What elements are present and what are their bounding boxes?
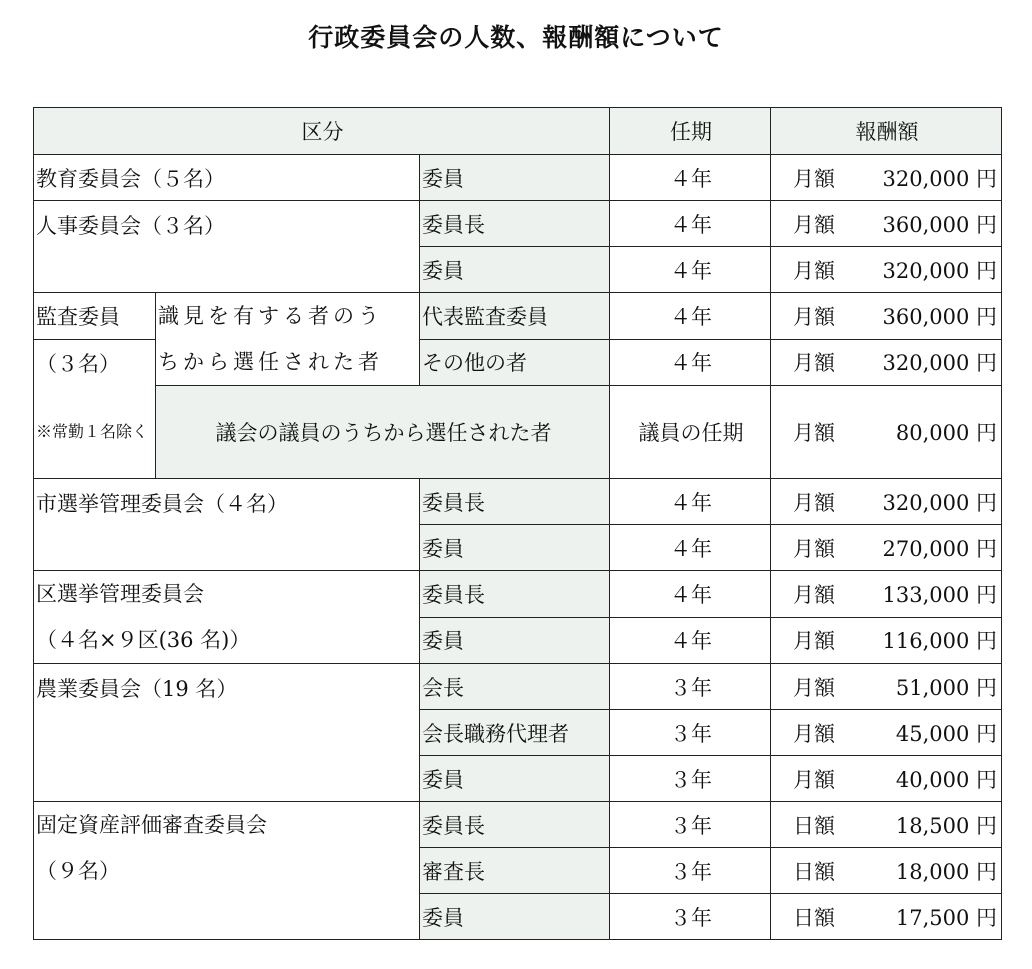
pay-cell <box>771 293 1002 340</box>
pay-cell <box>771 710 1002 756</box>
committee-name: 人事委員会（３名） <box>34 201 420 293</box>
pay-type: 月額 <box>793 675 835 700</box>
pay-amount: 18,500 円 <box>895 813 997 838</box>
header-pay: 報酬額 <box>771 108 1002 155</box>
committee-name: 市選挙管理委員会（４名） <box>34 479 420 571</box>
committee-count: （３名） <box>34 339 156 386</box>
pay-type: 月額 <box>793 166 835 191</box>
table-row <box>34 664 1002 710</box>
table-row <box>34 386 1002 479</box>
role-cell: 代表監査委員 <box>420 293 610 340</box>
pay-cell <box>771 339 1002 386</box>
pay-type: 月額 <box>793 421 835 445</box>
pay-type: 月額 <box>793 767 835 792</box>
term-cell: ３年 <box>610 848 771 894</box>
term-cell: ３年 <box>610 664 771 710</box>
term-cell: ４年 <box>610 525 771 571</box>
pay-amount: 320,000 円 <box>882 166 997 191</box>
pay-cell <box>771 848 1002 894</box>
term-cell: ３年 <box>610 894 771 940</box>
pay-amount: 320,000 円 <box>882 258 997 283</box>
page-title: 行政委員会の人数、報酬額について <box>308 23 724 52</box>
table-row <box>34 571 1002 618</box>
expert-members-label: 識見を有する者のう ちから選任された者 <box>156 293 420 386</box>
pay-cell <box>771 386 1002 479</box>
header-term: 任期 <box>610 108 771 155</box>
pay-amount: 80,000 円 <box>895 421 997 445</box>
role-cell: 会長 <box>420 664 610 710</box>
pay-type: 月額 <box>793 304 835 329</box>
pay-amount: 320,000 円 <box>882 351 997 376</box>
pay-type: 日額 <box>793 813 835 838</box>
pay-type: 月額 <box>793 721 835 746</box>
pay-type: 月額 <box>793 629 835 654</box>
pay-amount: 51,000 円 <box>895 675 997 700</box>
header-category: 区分 <box>34 108 610 155</box>
term-cell: ４年 <box>610 155 771 201</box>
term-cell: ４年 <box>610 339 771 386</box>
pay-amount: 116,000 円 <box>882 629 997 654</box>
table-row <box>34 155 1002 201</box>
committee-name: 農業委員会（19 名） <box>34 664 420 802</box>
term-cell: ４年 <box>610 293 771 340</box>
role-cell: 委員長 <box>420 201 610 247</box>
term-cell: ４年 <box>610 479 771 525</box>
compensation-table <box>33 107 1002 940</box>
pay-cell <box>771 155 1002 201</box>
role-cell: 委員 <box>420 756 610 802</box>
role-cell: 委員 <box>420 894 610 940</box>
role-cell: 委員長 <box>420 479 610 525</box>
pay-amount: 360,000 円 <box>882 212 997 237</box>
term-cell: ４年 <box>610 617 771 664</box>
pay-type: 日額 <box>793 905 835 930</box>
pay-amount: 17,500 円 <box>895 905 997 930</box>
pay-cell <box>771 802 1002 848</box>
pay-cell <box>771 479 1002 525</box>
committee-name: 監査委員 <box>34 293 156 340</box>
council-members-label: 議会の議員のうちから選任された者 <box>156 386 610 479</box>
pay-amount: 40,000 円 <box>895 767 997 792</box>
term-cell: ４年 <box>610 571 771 618</box>
role-cell: その他の者 <box>420 339 610 386</box>
fulltime-note: ※常勤１名除く <box>34 386 156 479</box>
table-row <box>34 802 1002 848</box>
pay-type: 月額 <box>793 212 835 237</box>
pay-cell <box>771 247 1002 293</box>
term-cell: ４年 <box>610 201 771 247</box>
pay-cell <box>771 617 1002 664</box>
term-cell: 議員の任期 <box>610 386 771 479</box>
pay-type: 月額 <box>793 258 835 283</box>
role-cell: 委員長 <box>420 571 610 618</box>
pay-amount: 133,000 円 <box>882 582 997 607</box>
pay-type: 月額 <box>793 582 835 607</box>
pay-cell <box>771 664 1002 710</box>
pay-amount: 18,000 円 <box>895 859 997 884</box>
pay-cell <box>771 571 1002 618</box>
pay-cell <box>771 894 1002 940</box>
pay-type: 日額 <box>793 859 835 884</box>
pay-amount: 360,000 円 <box>882 304 997 329</box>
pay-cell <box>771 525 1002 571</box>
term-cell: ３年 <box>610 756 771 802</box>
pay-type: 月額 <box>793 490 835 515</box>
table-row <box>34 293 1002 340</box>
committee-name: 教育委員会（５名） <box>34 155 420 201</box>
pay-amount: 270,000 円 <box>882 536 997 561</box>
term-cell: ３年 <box>610 802 771 848</box>
pay-type: 月額 <box>793 351 835 376</box>
pay-amount: 45,000 円 <box>895 721 997 746</box>
role-cell: 会長職務代理者 <box>420 710 610 756</box>
committee-name: 区選挙管理委員会 （４名×９区(36 名)） <box>34 571 420 664</box>
table-row <box>34 479 1002 525</box>
role-cell: 委員 <box>420 155 610 201</box>
pay-amount: 320,000 円 <box>882 490 997 515</box>
term-cell: ３年 <box>610 710 771 756</box>
term-cell: ４年 <box>610 247 771 293</box>
role-cell: 審査長 <box>420 848 610 894</box>
role-cell: 委員 <box>420 525 610 571</box>
committee-name: 固定資産評価審査委員会 （９名） <box>34 802 420 940</box>
role-cell: 委員長 <box>420 802 610 848</box>
role-cell: 委員 <box>420 617 610 664</box>
pay-type: 月額 <box>793 536 835 561</box>
header-row <box>34 108 1002 155</box>
pay-cell <box>771 756 1002 802</box>
pay-cell <box>771 201 1002 247</box>
role-cell: 委員 <box>420 247 610 293</box>
table-row <box>34 201 1002 247</box>
